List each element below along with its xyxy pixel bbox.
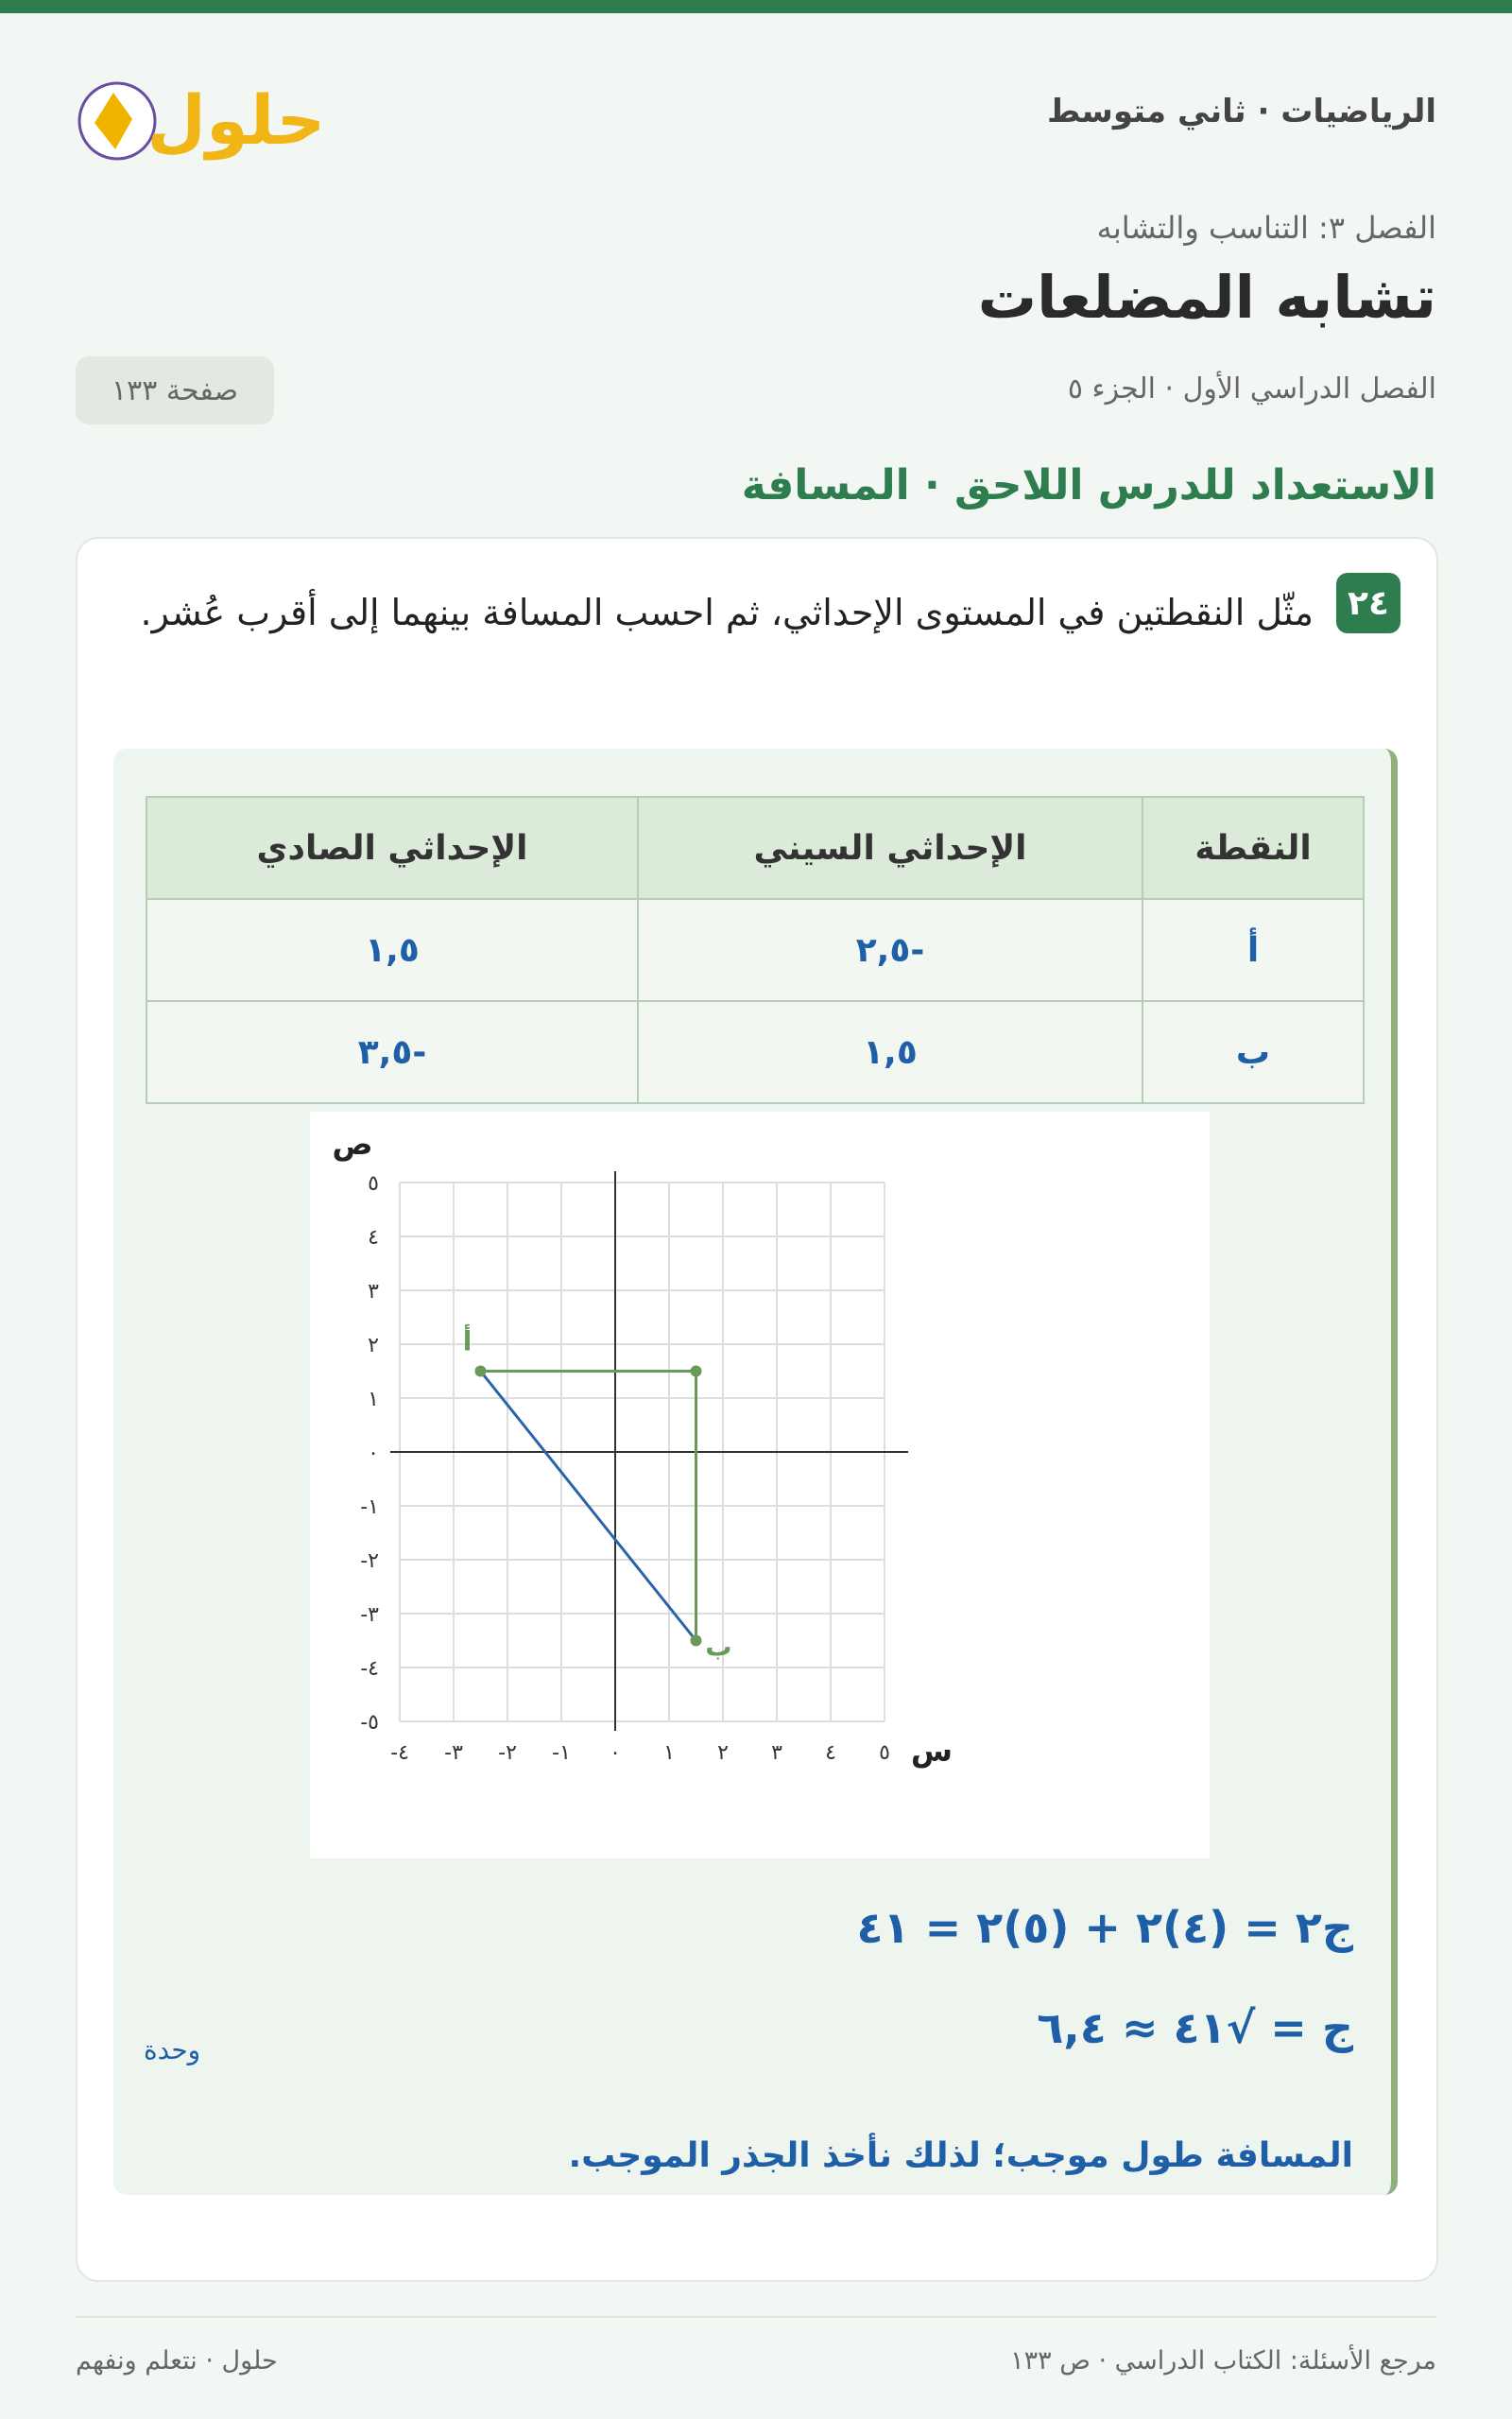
solution-panel: [113, 749, 1398, 2195]
question-text: مثّل النقطتين في المستوى الإحداثي، ثم احسب المسافة بينهما إلى أقرب عُشر.: [140, 592, 1314, 633]
y-tick-label: ٤: [368, 1226, 379, 1250]
y-tick-label: -٣: [360, 1603, 379, 1627]
x-tick-label: ٢: [717, 1741, 729, 1765]
x-tick-label: -٣: [444, 1741, 463, 1765]
table-cell: ب: [1143, 1001, 1364, 1103]
x-tick-label: ١: [663, 1741, 675, 1765]
table-row: [146, 899, 1364, 1001]
table-header-row: [146, 797, 1364, 899]
equation-square-root: ج = √٤١ ≈ ٦,٤: [1037, 2002, 1353, 2053]
y-axis-label: ص: [332, 1126, 373, 1162]
x-tick-label: ٤: [825, 1741, 836, 1765]
y-tick-label: -٥: [360, 1711, 379, 1735]
x-tick-label: ٠: [610, 1741, 621, 1765]
hulul-logo[interactable]: [76, 57, 340, 180]
table-cell: ١,٥: [638, 1001, 1143, 1103]
footer-reference: مرجع الأسئلة: الكتاب الدراسي · ص ١٣٣: [1010, 2346, 1436, 2376]
table-row: [146, 1001, 1364, 1103]
point-marker: [691, 1635, 702, 1647]
term-label: الفصل الدراسي الأول · الجزء ٥: [1067, 372, 1436, 406]
table-cell: أ: [1143, 899, 1364, 1001]
y-tick-label: -١: [360, 1495, 379, 1519]
chapter-label: الفصل ٣: التناسب والتشابه: [1096, 210, 1436, 246]
page-title: تشابه المضلعات: [977, 263, 1436, 332]
unit-label: وحدة: [144, 2034, 201, 2065]
top-accent-bar: [0, 0, 1512, 13]
subject-label: الرياضيات · ثاني متوسط: [1047, 93, 1436, 130]
question-card: [76, 537, 1438, 2282]
y-tick-label: -٤: [360, 1657, 379, 1681]
x-axis-label: س: [910, 1733, 954, 1769]
x-tick-label: -٢: [498, 1741, 517, 1765]
page-number-badge: صفحة ١٣٣: [76, 356, 274, 424]
point-label: ب: [705, 1631, 732, 1663]
y-tick-label: ٥: [368, 1172, 379, 1196]
table-header-point: النقطة: [1143, 797, 1364, 899]
y-tick-label: -٢: [360, 1549, 379, 1573]
y-tick-label: ٣: [368, 1280, 379, 1304]
point-marker: [475, 1366, 487, 1377]
x-tick-label: -١: [552, 1741, 571, 1765]
coordinate-plane-svg: [310, 1112, 1210, 1858]
footer-divider: [76, 2316, 1436, 2318]
equation-pythagoras: ج٢ = (٤)٢ + (٥)٢ = ٤١: [856, 1902, 1353, 1953]
question-number-badge: ٢٤: [1336, 573, 1400, 633]
table-header-y: الإحداثي الصادي: [146, 797, 638, 899]
point-label: أ: [462, 1325, 472, 1357]
logo-text: حلول: [146, 80, 326, 160]
table-cell: ١,٥: [146, 899, 638, 1001]
points-table: [146, 796, 1365, 1104]
page-header: [76, 57, 1436, 170]
footer-brand: حلول · نتعلم ونفهم: [76, 2346, 278, 2376]
table-cell: -٣,٥: [146, 1001, 638, 1103]
x-tick-label: ٥: [879, 1741, 890, 1765]
y-tick-label: ١: [368, 1388, 379, 1411]
y-tick-label: ٢: [368, 1334, 379, 1357]
table-header-x: الإحداثي السيني: [638, 797, 1143, 899]
section-title: الاستعداد للدرس اللاحق · المسافة: [741, 461, 1436, 510]
y-tick-label: ٠: [368, 1442, 379, 1465]
solution-note: المسافة طول موجب؛ لذلك نأخذ الجذر الموجب.: [568, 2136, 1353, 2175]
corner-point: [691, 1366, 702, 1377]
coordinate-plane: [310, 1112, 1210, 1858]
x-tick-label: ٣: [771, 1741, 782, 1765]
table-cell: -٢,٥: [638, 899, 1143, 1001]
x-tick-label: -٤: [390, 1741, 409, 1765]
